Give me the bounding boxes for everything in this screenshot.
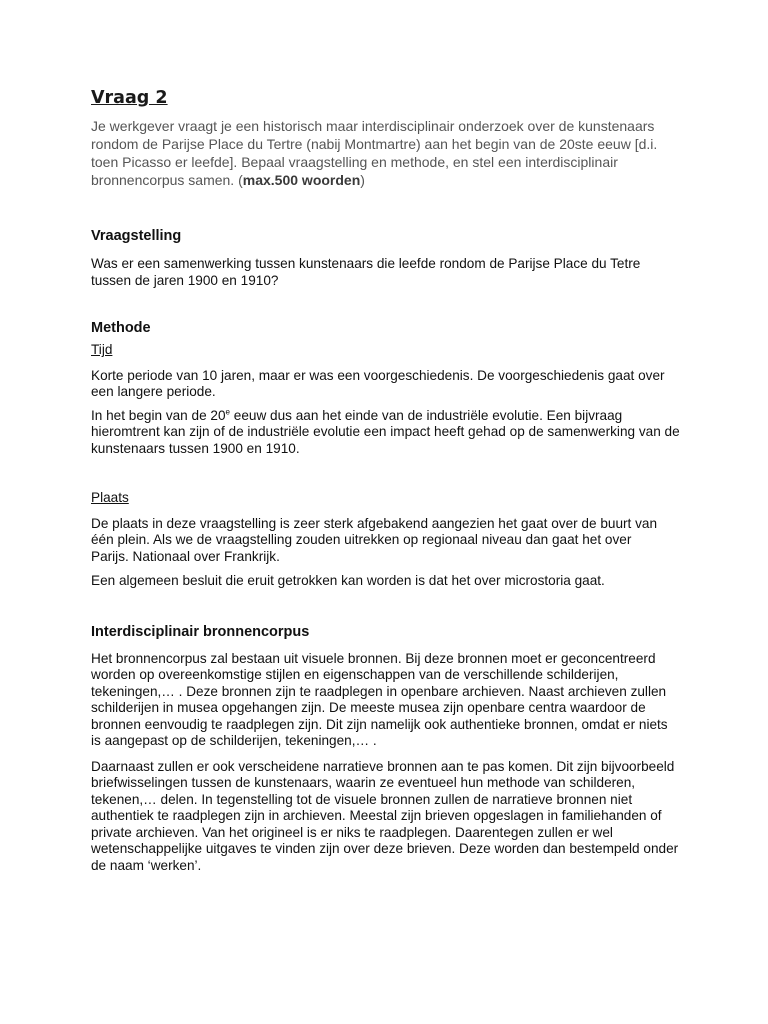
bronnencorpus-paragraph-1: Het bronnencorpus zal bestaan uit visuele bronnen. Bij deze bronnen moet er geconcentreerd worden op overeenkomstige stijlen en eigenschappen van de verschillende schilderijen, tekeningen,… . Deze bronnen zijn te raadplegen in openbare archieven. Naast archieven zullen schilderijen in musea opgehangen zijn. De meeste musea zijn openbare centra waardoor de bronnen eenvoudig te raadplegen zijn. Dit zijn namelijk ook authentieke bronnen, omdat er niets is aangepast op de schilderijen, tekeningen,… . [91,650,668,748]
page-title: Vraag 2 [91,88,168,108]
vraagstelling-text: Was er een samenwerking tussen kunstenaars die leefde rondom de Parijse Place du Tetre tussen de jaren 1900 en 1910? [91,256,641,288]
tijd-p2-after: eeuw dus aan het einde van de industriële evolutie. Een bijvraag hieromtrent kan zijn of de industriële evolutie een impact heeft gehad op de samenwerking van de kunstenaars tussen 1900 en 1910. [91,407,680,456]
plaats-paragraph-2: Een algemeen besluit die eruit getrokken kan worden is dat het over microstoria gaat. [91,573,605,588]
intro-word-limit: max.500 woorden [242,172,361,188]
intro-close: ) [360,172,365,188]
intro-paragraph [91,117,681,189]
plaats-subheading: Plaats [91,490,129,505]
tijd-paragraph-1: Korte periode van 10 jaren, maar er was een voorgeschiedenis. De voorgeschiedenis gaat over een langere periode. [91,367,665,399]
methode-heading: Methode [91,320,151,336]
plaats-paragraph-1: De plaats in deze vraagstelling is zeer sterk afgebakend aangezien het gaat over de buurt van één plein. Als we de vraagstelling zouden uitrekken op regionaal niveau dan gaat het over Parijs. Nationaal over Frankrijk. [91,515,658,564]
tijd-paragraph-2 [91,408,681,458]
vraagstelling-heading: Vraagstelling [91,228,182,244]
document-page [91,86,691,874]
tijd-subheading: Tijd [91,342,113,357]
tijd-p2-superscript: e [225,406,230,416]
tijd-p2-before: In het begin van de 20 [91,407,226,423]
bronnencorpus-paragraph-2: Daarnaast zullen er ook verscheidene narratieve bronnen aan te pas komen. Dit zijn bijvoorbeeld briefwisselingen tussen de kunstenaars, waarin ze eventueel hun methode van schilderen, tekenen,… delen. In tegenstelling tot de visuele bronnen zullen de narratieve bronnen niet authentiek te raadplegen zijn in archieven. Meestal zijn brieven opgeslagen in familiehanden of private archieven. Van het origineel is er niks te raadplegen. Daarentegen zullen er wel wetenschappelijke uitgaves te vinden zijn over deze brieven. Deze worden dan bestempeld onder de naam ‘werken’. [91,758,679,873]
bronnencorpus-heading: Interdisciplinair bronnencorpus [91,623,310,640]
intro-text: Je werkgever vraagt je een historisch maar interdisciplinair onderzoek over de kunstenaars rondom de Parijse Place du Tertre (nabij Montmartre) aan het begin van de 20ste eeuw [d.i. toen Picasso er leefde]. Bepaal vraagstelling en methode, en stel een interdisciplinair bronnencorpus samen. ( [91,118,658,188]
